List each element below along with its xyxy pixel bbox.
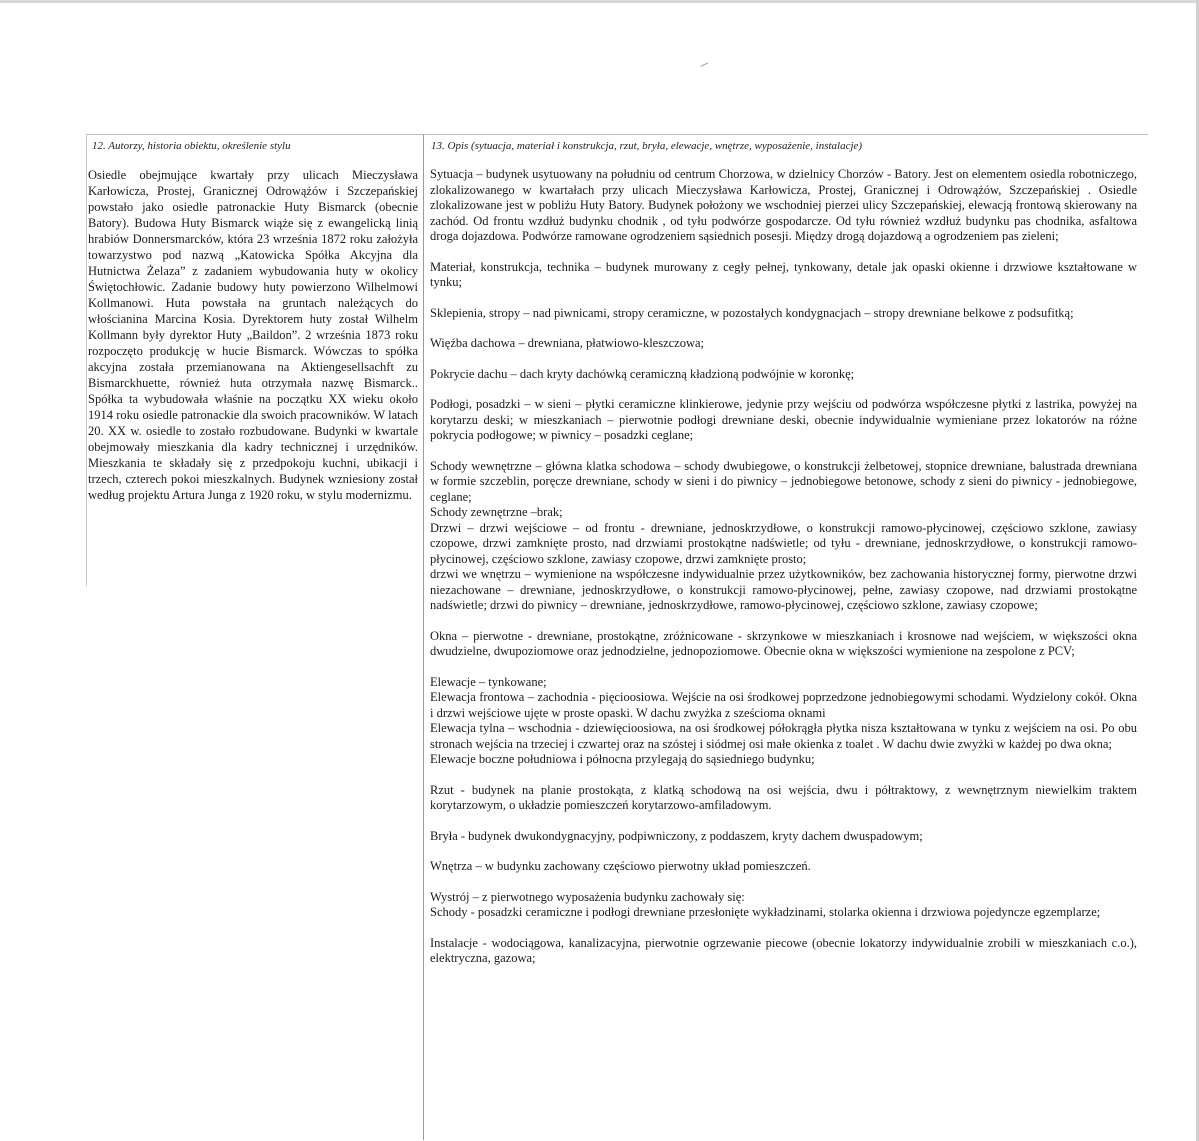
doors-entrance-paragraph: Drzwi – drzwi wejściowe – od frontu - drewniane, jednoskrzydłowe, o konstrukcji ramowo-płycinowej, częściowo szklone, zawiasy czopowe, drzwi zamknięte prosto, nad drzwiami prostokątne nadświetle; od tyłu - drewniane, jednoskrzydłowe, o konstrukcji ramowo-płycinowej, częściowo szklone, zawiasy czopowe, drzwi zamknięte prosto; <box>430 520 1137 566</box>
massing-paragraph: Bryła - budynek dwukondygnacyjny, podpiwniczony, z poddaszem, kryty dachem dwuspadowym; <box>430 828 923 843</box>
doors-interior-paragraph: drzwi we wnętrzu – wymienione na współczesne indywidualnie przez użytkowników, bez zachowania historycznej formy, pierwotne drzwi niezachowane – drewniane, jednoskrzydłowe, o konstrukcji ramowo-płycinowej, pełne, zawiasy czopowe, nad drzwiami prostokątne nadświetle; drzwi do piwnicy – drewniane, jednoskrzydłowe, ramowo-płycinowej, częściowo szklone, zawiasy czopowe; <box>430 567 1137 612</box>
table-top-rule <box>86 134 1148 135</box>
table-left-border <box>86 134 87 586</box>
roof-truss-paragraph: Więźba dachowa – drewniana, płatwiowo-kleszczowa; <box>430 336 705 350</box>
section-13-heading: 13. Opis (sytuacja, materiał i konstrukcja, rzut, bryła, elewacje, wnętrze, wyposażenie, instalacje) <box>431 140 863 152</box>
floors-paragraph: Podłogi, posadzki – w sieni – płytki ceramiczne klinkierowe, jedynie przy wejściu od podwórza współczesne płytki z lastrika, powyżej na korytarzu deski; w mieszkaniach – pierwotnie podłogi drewniane deski, obecnie indywidualnie wymieniane przez lokatorów na różne pokrycia podłogowe; w piwnicy – posadzki ceglane; <box>430 397 1137 442</box>
history-column <box>88 167 418 503</box>
facades-paragraph: Elewacje – tynkowane; <box>430 674 547 689</box>
vaults-paragraph: Sklepienia, stropy – nad piwnicami, stropy ceramiczne, w pozostałych kondygnacjach – stropy drewniane belkowe z podsufitką; <box>430 305 1074 320</box>
situation-paragraph: Sytuacja – budynek usytuowany na południu od centrum Chorzowa, w dzielnicy Chorzów - Batory. Jest on elementem osiedla robotniczego, zlokalizowanego w kwartałach przy ulicach Mieczysława Karłowicza, Prostej, Granicznej i Odrowążów, Szczepańskiej . Osiedle zlokalizowane jest w pobliżu Huty Batory. Budynek położony we wschodniej pierzei ulicy Szczepańskiej, elewacją frontową skierowany na zachód. Od frontu wzdłuż budynku chodnik , od tyłu podwórze gospodarcze. Od tyłu również wzdłuż budynku pas chodnika, asfaltowa droga dojazdowa. Podwórze ramowane ogrodzeniem sąsiednich posesji. Między drogą dojazdową a ogrodzeniem pas zieleni; <box>430 167 1137 243</box>
history-text: Osiedle obejmujące kwartały przy ulicach Mieczysława Karłowicza, Prostej, Granicznej Odrowążów i Szczepańskiej powstało jako osiedle patronackie Huty Bismarck (obecnie Batory). Budowa Huty Bismarck wiąże się z ewangelicką linią hrabiów Donnersmarcków, która 23 września 1872 roku założyła towarzystwo pod nazwą „Katowicka Spółka Akcyjna dla Hutnictwa Żelaza” z zadaniem wybudowania huty w okolicy Świętochłowic. Zadanie budowy huty powierzono Wilhelmowi Kollmanowi. Huta powstała na gruntach należących do włościanina Marcina Kosia. Dyrektorem huty został Wilhelm Kollmann były dyrektor Huty „Baildon”. 2 września 1873 roku rozpoczęto produkcję w hucie Bismarck. Wówczas to spółka akcyjna została przemianowana na Aktiengesellsachft zu Bismarckhuette, również huta otrzymała nazwę Bismarck.. Spółka ta wybudowała właśnie na początku XX wieku około 1914 roku osiedle patronackie dla swoich pracowników. W latach 20. XX w. osiedle to zostało rozbudowane. Budynki w kwartale obejmowały mieszkania dla kadry technicznej i urzędników. Mieszkania te składały się z przedpokoju kuchni, ubikacji i trzech, czterech pokoi mieszkalnych. Budynek wzniesiony został według projektu Artura Junga z 1920 roku, w stylu modernizmu. <box>88 168 418 502</box>
plan-paragraph: Rzut - budynek na planie prostokąta, z klatką schodową na osi wejścia, dwu i półtraktowy, z wewnętrznym niewielkim traktem korytarzowym, o układzie pomieszczeń korytarzowo-amfiladowym. <box>430 782 1137 812</box>
exterior-stairs-paragraph: Schody zewnętrzne –brak; <box>430 505 563 519</box>
side-facades-paragraph: Elewacje boczne południowa i północna przylegają do sąsiedniego budynku; <box>430 752 815 766</box>
front-facade-paragraph: Elewacja frontowa – zachodnia - pięcioosiowa. Wejście na osi środkowej poprzedzone jednobiegowymi schodami. Wydzielony cokół. Okna i drzwi wejściowe ujęte w proste opaski. W dachu zwyżka z sześcioma oknami <box>430 690 1137 720</box>
interiors-paragraph: Wnętrza – w budynku zachowany częściowo pierwotny układ pomieszczeń. <box>430 859 811 873</box>
column-divider <box>423 134 424 1140</box>
interior-stairs-paragraph: Schody wewnętrzne – główna klatka schodowa – schody dwubiegowe, o konstrukcji żelbetowej, stopnice drewniane, balustrada drewniana w formie szczeblin, poręcze drewniane, schody w sieni i do piwnicy – jednobiegowe betonowe, schody z sieni do piwnicy - jednobiegowe, ceglane; <box>430 458 1137 504</box>
decor-details-paragraph: Schody - posadzki ceramiczne i podłogi drewniane przesłonięte wykładzinami, stolarka okienna i drzwiowa pojedyncze egzemplarze; <box>430 905 1101 919</box>
scan-speck <box>701 62 710 69</box>
material-paragraph: Materiał, konstrukcja, technika – budynek murowany z cegły pełnej, tynkowany, detale jak opaski okienne i drzwiowe kształtowane w tynku; <box>430 259 1137 289</box>
installations-paragraph: Instalacje - wodociągowa, kanalizacyjna, pierwotnie ogrzewanie piecowe (obecnie lokatorzy indywidualnie zrobili w mieszkaniach c.o.), elektryczna, gazowa; <box>430 935 1137 965</box>
decor-heading-paragraph: Wystrój – z pierwotnego wyposażenia budynku zachowały się: <box>430 889 745 904</box>
section-12-heading: 12. Autorzy, historia obiektu, określenie stylu <box>92 140 291 152</box>
rear-facade-paragraph: Elewacja tylna – wschodnia - dziewięcioosiowa, na osi środkowej półokrągła płytka nisza kształtowana w tynku z wejściem na osi. Po obu stronach wejścia na trzeciej i czwartej oraz na szóstej i siódmej osi małe okienka z toalet . W dachu dwie zwyżki w każdej po dwa okna; <box>430 721 1137 751</box>
roof-covering-paragraph: Pokrycie dachu – dach kryty dachówką ceramiczną kładzioną podwójnie w koronkę; <box>430 366 855 381</box>
description-column <box>430 167 1137 967</box>
scan-edge-top <box>0 0 1199 3</box>
windows-paragraph: Okna – pierwotne - drewniane, prostokątne, zróżnicowane - skrzynkowe w mieszkaniach i krosnowe nad wejściem, w większości okna dwudzielne, dwupoziomowe oraz jednodzielne, jednopoziomowe. Obecnie okna w większości wymienione na zespolone z PCV; <box>430 628 1137 658</box>
